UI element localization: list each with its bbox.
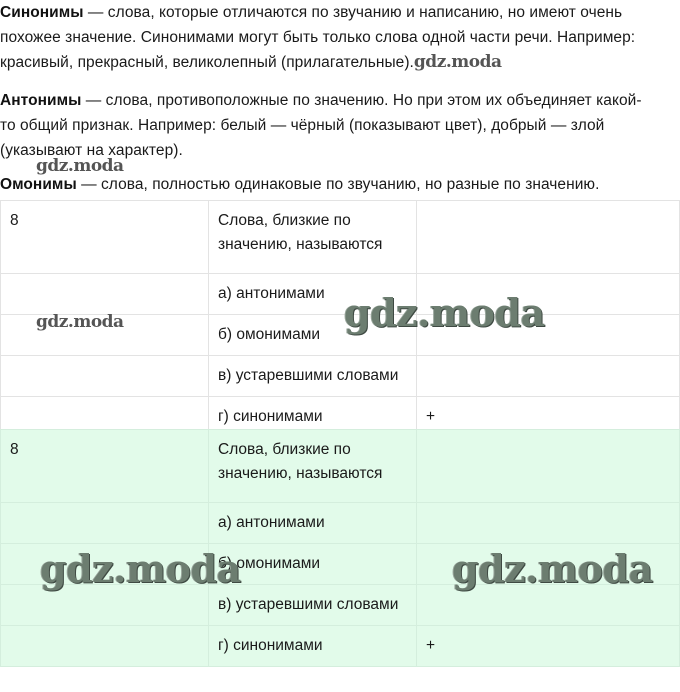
question-text: [209, 201, 417, 274]
question-number: 8: [1, 201, 209, 274]
answer-mark-cell: [417, 430, 680, 503]
option-c: в) устаревшими словами: [209, 356, 417, 397]
antonyms-text-line2: то общий признак. Например: белый — чёрный (показывают цвет), добрый — злой: [0, 117, 605, 134]
watermark-inline: gdz.moda: [413, 52, 502, 72]
option-d-mark: +: [417, 626, 680, 667]
option-c: в) устаревшими словами: [209, 585, 417, 626]
antonyms-text-line1: — слова, противоположные по значению. Но при этом их объединяет какой-: [81, 92, 642, 109]
question-number: 8: [1, 430, 209, 503]
question-text-line2: значению, называются: [218, 465, 383, 482]
homonyms-term: Омонимы: [0, 176, 77, 193]
watermark-logo: gdz.moda: [40, 546, 241, 591]
option-d: г) синонимами: [209, 626, 417, 667]
synonyms-text-line2: похожее значение. Синонимами могут быть только слова одной части речи. Например:: [0, 29, 636, 46]
question-text-line1: Слова, близкие по: [218, 212, 351, 229]
table-row: [1, 201, 680, 274]
synonyms-text-line1: — слова, которые отличаются по звучанию и написанию, но имеют очень: [83, 4, 623, 21]
question-text: [209, 430, 417, 503]
question-text-line1: Слова, близкие по: [218, 441, 351, 458]
antonyms-text-line3: (указывают на характер).: [0, 142, 183, 159]
synonyms-paragraph: [0, 0, 674, 75]
option-a-mark: [417, 503, 680, 544]
homonyms-text: — слова, полностью одинаковые по звучанию, но разные по значению.: [76, 176, 600, 193]
watermark-logo: gdz.moda: [344, 290, 545, 335]
antonyms-term: Антонимы: [0, 92, 82, 109]
watermark-logo: gdz.moda: [36, 312, 124, 332]
synonyms-term: Синонимы: [0, 4, 84, 21]
option-a: а) антонимами: [209, 274, 417, 315]
synonyms-text-line3: красивый, прекрасный, великолепный (прилагательные).: [0, 54, 414, 71]
watermark-logo: gdz.moda: [36, 156, 124, 176]
table-row: [1, 274, 680, 315]
option-a: а) антонимами: [209, 503, 417, 544]
question-text-line2: значению, называются: [218, 236, 383, 253]
table-row: [1, 356, 680, 397]
option-d: г) синонимами: [209, 397, 417, 438]
option-b: б) омонимами: [209, 544, 417, 585]
table-row: [1, 503, 680, 544]
table-row: [1, 430, 680, 503]
antonyms-paragraph: [0, 88, 674, 163]
answer-mark-cell: [417, 201, 680, 274]
table-row: [1, 626, 680, 667]
option-d-mark: +: [417, 397, 680, 438]
watermark-logo: gdz.moda: [452, 546, 653, 591]
option-b: б) омонимами: [209, 315, 417, 356]
option-c-mark: [417, 356, 680, 397]
